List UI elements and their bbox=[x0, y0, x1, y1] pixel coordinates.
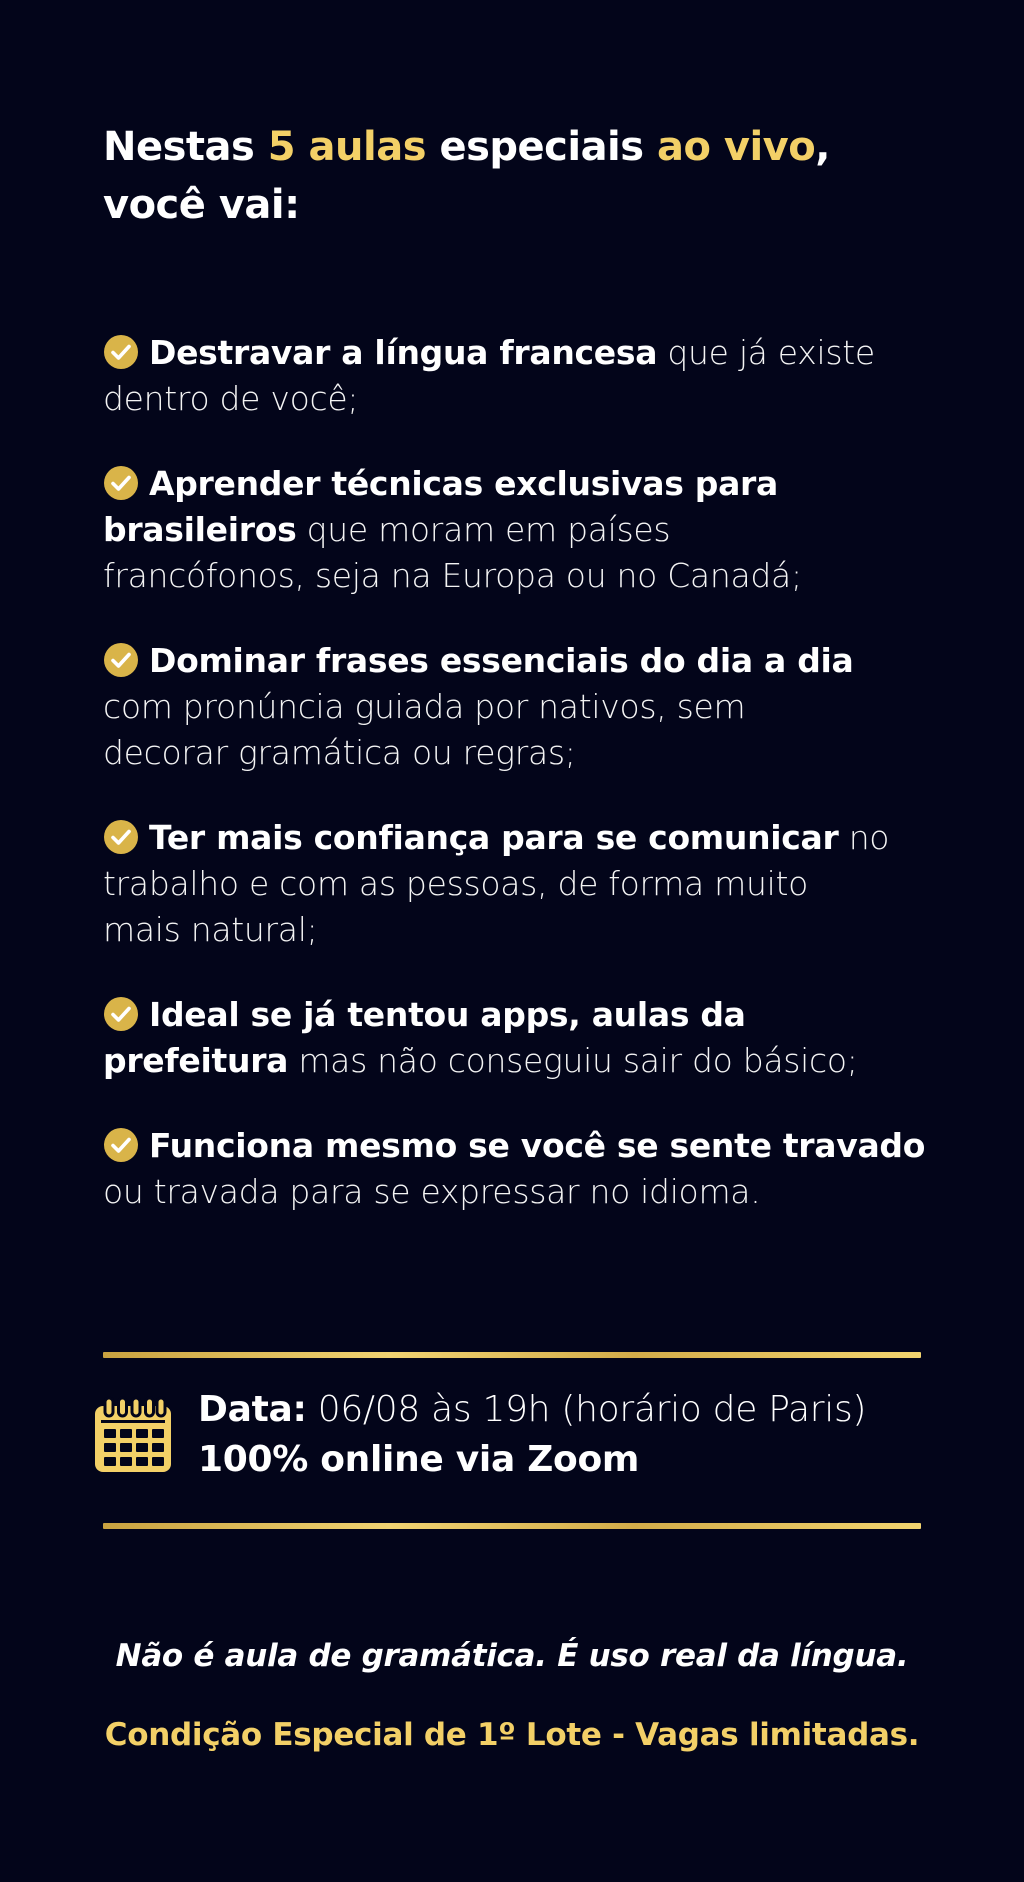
event-format: 100% online via Zoom bbox=[198, 1439, 640, 1480]
heading-highlight-lessons: 5 aulas bbox=[267, 124, 427, 170]
benefit-item: Ideal se já tentou apps, aulas da prefeitura mas não conseguiu sair do básico; bbox=[103, 995, 858, 1080]
heading-line-1: Nestas 5 aulas especiais ao vivo, bbox=[103, 124, 830, 170]
benefit-item: Aprender técnicas exclusivas para brasileiros que moram em países francófonos, seja na Europa ou no Canadá; bbox=[103, 464, 802, 595]
special-offer: Condição Especial de 1º Lote - Vagas limitadas. bbox=[104, 1717, 920, 1753]
gold-divider-top bbox=[103, 1352, 921, 1358]
benefits-list bbox=[103, 330, 943, 1215]
gold-divider-bottom bbox=[103, 1523, 921, 1529]
tagline: Não é aula de gramática. É uso real da língua. bbox=[115, 1638, 909, 1674]
check-circle-icon bbox=[103, 1127, 139, 1163]
check-circle-icon bbox=[103, 465, 139, 501]
event-date: Data: 06/08 às 19h (horário de Paris) bbox=[198, 1389, 867, 1430]
heading-highlight-live: ao vivo bbox=[657, 124, 816, 170]
heading-line-2: você vai: bbox=[103, 182, 300, 228]
benefit-item: Ter mais confiança para se comunicar no trabalho e com as pessoas, de forma muito mais natural; bbox=[103, 818, 890, 949]
calendar-icon bbox=[93, 1396, 173, 1474]
check-circle-icon bbox=[103, 996, 139, 1032]
check-circle-icon bbox=[103, 642, 139, 678]
page-heading bbox=[103, 118, 943, 234]
event-details bbox=[198, 1385, 958, 1485]
check-circle-icon bbox=[103, 334, 139, 370]
benefit-item: Destravar a língua francesa que já existe dentro de você; bbox=[103, 333, 875, 418]
check-circle-icon bbox=[103, 819, 139, 855]
benefit-item: Dominar frases essenciais do dia a dia com pronúncia guiada por nativos, sem decorar gramática ou regras; bbox=[103, 641, 854, 772]
benefit-item: Funciona mesmo se você se sente travado ou travada para se expressar no idioma. bbox=[103, 1126, 926, 1211]
